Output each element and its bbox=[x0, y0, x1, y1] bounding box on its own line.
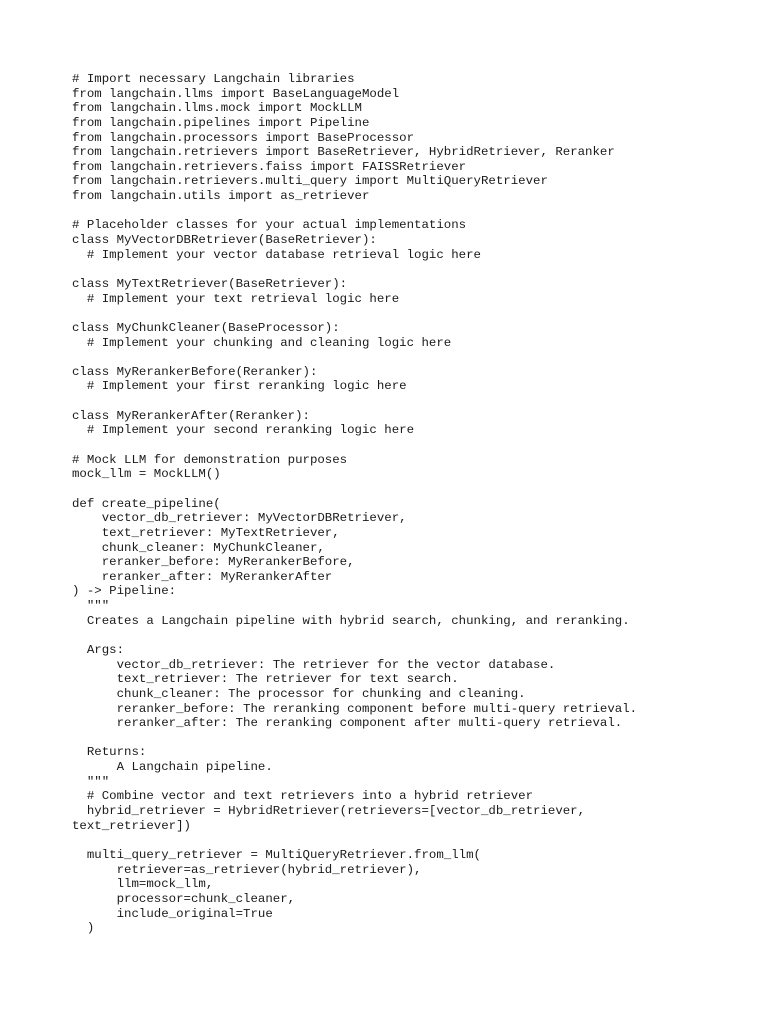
blank-line bbox=[72, 833, 744, 848]
code-line: from langchain.retrievers.faiss import FAISSRetriever bbox=[72, 159, 467, 174]
code-line: class MyRerankerAfter(Reranker): bbox=[72, 408, 310, 423]
blank-line bbox=[72, 262, 744, 277]
code-line: text_retriever: The retriever for text search. bbox=[72, 672, 459, 687]
code-line: from langchain.llms import BaseLanguageModel bbox=[72, 86, 400, 101]
code-line: # Implement your chunking and cleaning logic here bbox=[72, 335, 452, 350]
blank-line bbox=[72, 204, 744, 219]
code-line: vector_db_retriever: The retriever for the vector database. bbox=[72, 657, 556, 672]
blank-line bbox=[72, 350, 744, 365]
code-line: class MyTextRetriever(BaseRetriever): bbox=[72, 276, 348, 291]
code-line: # Import necessary Langchain libraries bbox=[72, 72, 355, 86]
code-line: reranker_before: The reranking component before multi-query retrieval. bbox=[72, 701, 638, 716]
code-line: hybrid_retriever = HybridRetriever(retrievers=[vector_db_retriever, bbox=[72, 804, 586, 819]
code-line: reranker_after: MyRerankerAfter bbox=[72, 569, 333, 584]
code-line: """ bbox=[72, 599, 110, 614]
blank-line bbox=[72, 731, 744, 746]
code-line: class MyRerankerBefore(Reranker): bbox=[72, 364, 318, 379]
code-line: multi_query_retriever = MultiQueryRetriever.from_llm( bbox=[72, 847, 481, 862]
code-line: mock_llm = MockLLM() bbox=[72, 467, 221, 482]
code-line: vector_db_retriever: MyVectorDBRetriever, bbox=[72, 511, 407, 526]
code-line: def create_pipeline( bbox=[72, 496, 221, 511]
code-line: from langchain.llms.mock import MockLLM bbox=[72, 101, 362, 116]
code-line: text_retriever: MyTextRetriever, bbox=[72, 525, 340, 540]
code-document bbox=[72, 72, 744, 936]
code-line: # Placeholder classes for your actual implementations bbox=[72, 218, 467, 233]
code-line: # Implement your vector database retrieval logic here bbox=[72, 247, 481, 262]
code-line: processor=chunk_cleaner, bbox=[72, 891, 296, 906]
blank-line bbox=[72, 306, 744, 321]
code-line: Args: bbox=[72, 642, 125, 657]
blank-line bbox=[72, 394, 744, 409]
code-line: include_original=True bbox=[72, 906, 273, 921]
code-line: Returns: bbox=[72, 745, 147, 760]
code-line: reranker_after: The reranking component after multi-query retrieval. bbox=[72, 716, 623, 731]
code-line: """ bbox=[72, 774, 110, 789]
code-line: text_retriever]) bbox=[72, 818, 191, 833]
code-line: # Implement your text retrieval logic here bbox=[72, 291, 400, 306]
blank-line bbox=[72, 482, 744, 497]
code-line: # Implement your first reranking logic here bbox=[72, 379, 407, 394]
code-line: ) bbox=[72, 921, 95, 936]
code-line: class MyChunkCleaner(BaseProcessor): bbox=[72, 320, 340, 335]
code-line: from langchain.retrievers import BaseRetriever, HybridRetriever, Reranker bbox=[72, 145, 615, 160]
code-line: from langchain.retrievers.multi_query import MultiQueryRetriever bbox=[72, 174, 548, 189]
code-line: A Langchain pipeline. bbox=[72, 760, 273, 775]
blank-line bbox=[72, 628, 744, 643]
code-line: chunk_cleaner: The processor for chunking and cleaning. bbox=[72, 686, 526, 701]
code-line: class MyVectorDBRetriever(BaseRetriever): bbox=[72, 233, 377, 248]
code-line: from langchain.utils import as_retriever bbox=[72, 189, 370, 204]
code-line: chunk_cleaner: MyChunkCleaner, bbox=[72, 540, 325, 555]
code-line: from langchain.processors import BaseProcessor bbox=[72, 130, 415, 145]
code-line: retriever=as_retriever(hybrid_retriever), bbox=[72, 862, 422, 877]
code-line: ) -> Pipeline: bbox=[72, 584, 177, 599]
code-line: reranker_before: MyRerankerBefore, bbox=[72, 555, 355, 570]
blank-line bbox=[72, 438, 744, 453]
code-line: Creates a Langchain pipeline with hybrid search, chunking, and reranking. bbox=[72, 613, 630, 628]
code-line: # Mock LLM for demonstration purposes bbox=[72, 452, 348, 467]
code-line: # Implement your second reranking logic here bbox=[72, 423, 415, 438]
code-line: from langchain.pipelines import Pipeline bbox=[72, 115, 370, 130]
code-line: llm=mock_llm, bbox=[72, 877, 214, 892]
code-line: # Combine vector and text retrievers into a hybrid retriever bbox=[72, 789, 534, 804]
